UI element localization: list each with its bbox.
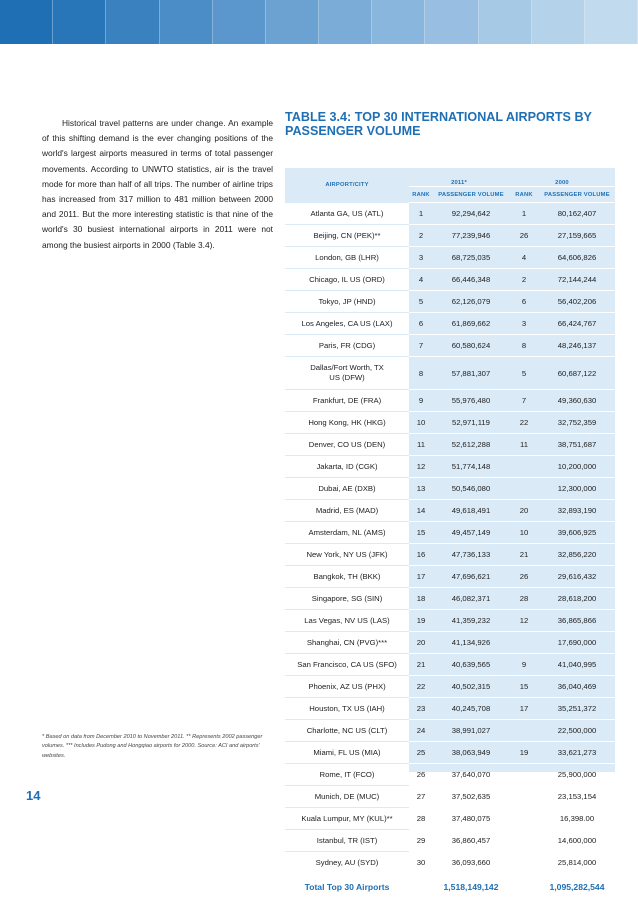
table-row <box>285 588 615 610</box>
cell-volume-2011: 49,457,149 <box>433 522 509 544</box>
table-row <box>285 830 615 852</box>
cell-volume-2011: 41,359,232 <box>433 610 509 632</box>
table-row <box>285 698 615 720</box>
cell-rank-2011: 30 <box>409 852 433 874</box>
cell-rank-2000 <box>509 456 539 478</box>
cell-airport: Munich, DE (MUC) <box>285 786 409 808</box>
cell-airport: Tokyo, JP (HND) <box>285 291 409 313</box>
cell-rank-2000: 7 <box>509 390 539 412</box>
cell-rank-2011: 18 <box>409 588 433 610</box>
cell-rank-2000 <box>509 808 539 830</box>
table-row <box>285 852 615 874</box>
banner-segment <box>213 0 266 44</box>
cell-rank-2011: 6 <box>409 313 433 335</box>
cell-rank-2011: 21 <box>409 654 433 676</box>
table-row <box>285 269 615 291</box>
cell-airport: Hong Kong, HK (HKG) <box>285 412 409 434</box>
cell-volume-2000: 80,162,407 <box>539 203 615 225</box>
cell-volume-2000: 27,159,665 <box>539 225 615 247</box>
cell-volume-2011: 41,134,926 <box>433 632 509 654</box>
cell-airport: Las Vegas, NV US (LAS) <box>285 610 409 632</box>
table-row <box>285 225 615 247</box>
cell-volume-2000: 49,360,630 <box>539 390 615 412</box>
cell-airport: Dubai, AE (DXB) <box>285 478 409 500</box>
cell-volume-2011: 36,860,457 <box>433 830 509 852</box>
cell-rank-2011: 17 <box>409 566 433 588</box>
cell-airport: London, GB (LHR) <box>285 247 409 269</box>
cell-rank-2011: 11 <box>409 434 433 456</box>
cell-volume-2011: 47,736,133 <box>433 544 509 566</box>
cell-rank-2000: 26 <box>509 566 539 588</box>
cell-rank-2011: 2 <box>409 225 433 247</box>
cell-volume-2000: 38,751,687 <box>539 434 615 456</box>
table-body <box>285 203 615 874</box>
cell-rank-2000: 12 <box>509 610 539 632</box>
table-row <box>285 654 615 676</box>
cell-rank-2000: 6 <box>509 291 539 313</box>
cell-volume-2000: 16,398.00 <box>539 808 615 830</box>
total-row <box>285 874 615 899</box>
table-row <box>285 500 615 522</box>
total-volume-2011: 1,518,149,142 <box>433 874 509 899</box>
table-row <box>285 610 615 632</box>
table-row <box>285 764 615 786</box>
table-row <box>285 456 615 478</box>
banner-segment <box>372 0 425 44</box>
cell-airport: Charlotte, NC US (CLT) <box>285 720 409 742</box>
cell-volume-2011: 37,502,635 <box>433 786 509 808</box>
cell-volume-2011: 47,696,621 <box>433 566 509 588</box>
cell-volume-2000: 17,690,000 <box>539 632 615 654</box>
cell-rank-2011: 24 <box>409 720 433 742</box>
cell-volume-2011: 38,991,027 <box>433 720 509 742</box>
cell-volume-2011: 66,446,348 <box>433 269 509 291</box>
cell-rank-2000 <box>509 720 539 742</box>
table-row <box>285 720 615 742</box>
banner-segment <box>319 0 372 44</box>
cell-rank-2011: 14 <box>409 500 433 522</box>
cell-volume-2011: 61,869,662 <box>433 313 509 335</box>
cell-volume-2000: 33,621,273 <box>539 742 615 764</box>
cell-volume-2000: 23,153,154 <box>539 786 615 808</box>
cell-rank-2000: 1 <box>509 203 539 225</box>
cell-rank-2000: 4 <box>509 247 539 269</box>
table-row <box>285 357 615 390</box>
table-row <box>285 632 615 654</box>
cell-airport: Jakarta, ID (CGK) <box>285 456 409 478</box>
cell-volume-2011: 46,082,371 <box>433 588 509 610</box>
total-label: Total Top 30 Airports <box>285 874 409 899</box>
table-row <box>285 291 615 313</box>
table-row <box>285 544 615 566</box>
cell-volume-2011: 77,239,946 <box>433 225 509 247</box>
banner-segment <box>160 0 213 44</box>
cell-volume-2000: 48,246,137 <box>539 335 615 357</box>
cell-airport: Miami, FL US (MIA) <box>285 742 409 764</box>
cell-volume-2000: 12,300,000 <box>539 478 615 500</box>
cell-rank-2011: 1 <box>409 203 433 225</box>
cell-volume-2000: 28,618,200 <box>539 588 615 610</box>
table-row <box>285 390 615 412</box>
cell-volume-2000: 66,424,767 <box>539 313 615 335</box>
cell-volume-2011: 62,126,079 <box>433 291 509 313</box>
cell-rank-2000 <box>509 830 539 852</box>
cell-airport: Madrid, ES (MAD) <box>285 500 409 522</box>
table-row <box>285 478 615 500</box>
col-header-2011: 2011* <box>409 168 509 187</box>
cell-rank-2000: 11 <box>509 434 539 456</box>
cell-airport: New York, NY US (JFK) <box>285 544 409 566</box>
cell-rank-2011: 15 <box>409 522 433 544</box>
table-row <box>285 676 615 698</box>
banner-segment <box>53 0 106 44</box>
cell-rank-2011: 8 <box>409 357 433 390</box>
cell-volume-2000: 72,144,244 <box>539 269 615 291</box>
cell-rank-2011: 5 <box>409 291 433 313</box>
cell-rank-2000: 19 <box>509 742 539 764</box>
cell-volume-2000: 60,687,122 <box>539 357 615 390</box>
cell-rank-2000: 26 <box>509 225 539 247</box>
cell-volume-2011: 57,881,307 <box>433 357 509 390</box>
cell-volume-2000: 36,040,469 <box>539 676 615 698</box>
cell-volume-2000: 56,402,206 <box>539 291 615 313</box>
table-row <box>285 522 615 544</box>
body-paragraph <box>42 116 273 253</box>
footnote: * Based on data from December 2010 to November 2011. ** Represents 2002 passenger volumes. *** Includes Pudong and Hongqiao airports for 2000. Source: ACI and airports' websites. <box>42 733 277 761</box>
col-header-volume-2000: PASSENGER VOLUME <box>539 187 615 203</box>
cell-airport: San Francisco, CA US (SFO) <box>285 654 409 676</box>
cell-volume-2000: 22,500,000 <box>539 720 615 742</box>
col-header-airport: AIRPORT/CITY <box>285 168 409 203</box>
cell-airport: Kuala Lumpur, MY (KUL)** <box>285 808 409 830</box>
cell-airport: Frankfurt, DE (FRA) <box>285 390 409 412</box>
cell-rank-2011: 28 <box>409 808 433 830</box>
table-row <box>285 412 615 434</box>
col-header-rank-2000: RANK <box>509 187 539 203</box>
cell-volume-2011: 37,640,070 <box>433 764 509 786</box>
cell-volume-2011: 92,294,642 <box>433 203 509 225</box>
cell-airport: Houston, TX US (IAH) <box>285 698 409 720</box>
banner-segment <box>266 0 319 44</box>
cell-rank-2011: 4 <box>409 269 433 291</box>
table-row <box>285 434 615 456</box>
cell-volume-2011: 55,976,480 <box>433 390 509 412</box>
cell-rank-2011: 19 <box>409 610 433 632</box>
col-header-rank-2011: RANK <box>409 187 433 203</box>
cell-volume-2011: 49,618,491 <box>433 500 509 522</box>
cell-volume-2000: 25,814,000 <box>539 852 615 874</box>
cell-volume-2011: 36,093,660 <box>433 852 509 874</box>
cell-volume-2011: 38,063,949 <box>433 742 509 764</box>
cell-volume-2000: 36,865,866 <box>539 610 615 632</box>
cell-rank-2011: 16 <box>409 544 433 566</box>
cell-rank-2000 <box>509 632 539 654</box>
cell-rank-2011: 13 <box>409 478 433 500</box>
cell-rank-2000: 22 <box>509 412 539 434</box>
table-row <box>285 786 615 808</box>
cell-rank-2000: 5 <box>509 357 539 390</box>
cell-volume-2000: 41,040,995 <box>539 654 615 676</box>
banner-segment <box>479 0 532 44</box>
cell-volume-2000: 64,606,826 <box>539 247 615 269</box>
cell-volume-2000: 10,200,000 <box>539 456 615 478</box>
cell-rank-2000 <box>509 786 539 808</box>
cell-airport: Chicago, IL US (ORD) <box>285 269 409 291</box>
cell-airport: Singapore, SG (SIN) <box>285 588 409 610</box>
cell-volume-2011: 68,725,035 <box>433 247 509 269</box>
total-rank-2011 <box>409 874 433 899</box>
cell-airport: Shanghai, CN (PVG)*** <box>285 632 409 654</box>
cell-airport: Amsterdam, NL (AMS) <box>285 522 409 544</box>
cell-volume-2011: 50,546,080 <box>433 478 509 500</box>
cell-rank-2000: 3 <box>509 313 539 335</box>
cell-airport: Dallas/Fort Worth, TX US (DFW) <box>285 357 409 390</box>
cell-volume-2011: 37,480,075 <box>433 808 509 830</box>
airports-table <box>285 168 615 899</box>
cell-airport: Los Angeles, CA US (LAX) <box>285 313 409 335</box>
table-row <box>285 742 615 764</box>
cell-volume-2000: 32,856,220 <box>539 544 615 566</box>
table-header-row <box>285 168 615 187</box>
cell-airport: Atlanta GA, US (ATL) <box>285 203 409 225</box>
cell-airport: Istanbul, TR (IST) <box>285 830 409 852</box>
cell-volume-2000: 32,752,359 <box>539 412 615 434</box>
banner-segment <box>425 0 478 44</box>
cell-rank-2011: 29 <box>409 830 433 852</box>
cell-rank-2000: 15 <box>509 676 539 698</box>
cell-airport: Phoenix, AZ US (PHX) <box>285 676 409 698</box>
cell-rank-2011: 23 <box>409 698 433 720</box>
cell-rank-2011: 22 <box>409 676 433 698</box>
cell-volume-2011: 60,580,624 <box>433 335 509 357</box>
cell-rank-2000: 20 <box>509 500 539 522</box>
cell-rank-2000: 9 <box>509 654 539 676</box>
cell-volume-2000: 29,616,432 <box>539 566 615 588</box>
cell-volume-2011: 52,612,288 <box>433 434 509 456</box>
cell-airport: Rome, IT (FCO) <box>285 764 409 786</box>
cell-rank-2011: 9 <box>409 390 433 412</box>
table-row <box>285 566 615 588</box>
cell-volume-2011: 40,502,315 <box>433 676 509 698</box>
cell-volume-2000: 25,900,000 <box>539 764 615 786</box>
cell-rank-2000: 17 <box>509 698 539 720</box>
table-row <box>285 247 615 269</box>
col-header-volume-2011: PASSENGER VOLUME <box>433 187 509 203</box>
cell-airport: Sydney, AU (SYD) <box>285 852 409 874</box>
cell-volume-2011: 52,971,119 <box>433 412 509 434</box>
cell-rank-2011: 12 <box>409 456 433 478</box>
cell-volume-2000: 35,251,372 <box>539 698 615 720</box>
cell-volume-2011: 40,245,708 <box>433 698 509 720</box>
cell-rank-2011: 7 <box>409 335 433 357</box>
total-rank-2000 <box>509 874 539 899</box>
table-row <box>285 203 615 225</box>
cell-rank-2011: 27 <box>409 786 433 808</box>
table-row <box>285 335 615 357</box>
cell-rank-2011: 25 <box>409 742 433 764</box>
cell-rank-2000 <box>509 852 539 874</box>
cell-rank-2000: 21 <box>509 544 539 566</box>
cell-rank-2011: 10 <box>409 412 433 434</box>
header-banner <box>0 0 638 44</box>
cell-airport: Denver, CO US (DEN) <box>285 434 409 456</box>
cell-airport: Paris, FR (CDG) <box>285 335 409 357</box>
table-title: TABLE 3.4: TOP 30 INTERNATIONAL AIRPORTS BY PASSENGER VOLUME <box>285 111 615 138</box>
cell-rank-2000: 28 <box>509 588 539 610</box>
cell-rank-2000 <box>509 764 539 786</box>
cell-rank-2011: 26 <box>409 764 433 786</box>
banner-segment <box>532 0 585 44</box>
cell-volume-2000: 32,893,190 <box>539 500 615 522</box>
cell-volume-2000: 39,606,925 <box>539 522 615 544</box>
cell-volume-2011: 40,639,565 <box>433 654 509 676</box>
cell-rank-2000: 10 <box>509 522 539 544</box>
banner-segment <box>585 0 638 44</box>
total-volume-2000: 1,095,282,544 <box>539 874 615 899</box>
table-row <box>285 808 615 830</box>
page-number: 14 <box>26 788 40 803</box>
cell-volume-2000: 14,600,000 <box>539 830 615 852</box>
cell-volume-2011: 51,774,148 <box>433 456 509 478</box>
body-paragraph-text: Historical travel patterns are under change. An example of this shifting demand is the ever changing positions of the world's largest airports measured in terms of total passenger movements. According to UNWTO statistics, air is the travel mode for more than half of all trips. The number of airline trips has increased from 317 million to 481 million between 2000 and 2011. But the more interesting statistic is that nine of the world's 30 busiest international airports in 2011 were not among the busiest airports in 2000 (Table 3.4). <box>42 118 273 250</box>
cell-rank-2000: 2 <box>509 269 539 291</box>
cell-rank-2011: 3 <box>409 247 433 269</box>
cell-rank-2000: 8 <box>509 335 539 357</box>
cell-rank-2000 <box>509 478 539 500</box>
cell-rank-2011: 20 <box>409 632 433 654</box>
col-header-2000: 2000 <box>509 168 615 187</box>
cell-airport: Beijing, CN (PEK)** <box>285 225 409 247</box>
cell-airport: Bangkok, TH (BKK) <box>285 566 409 588</box>
banner-segment <box>106 0 159 44</box>
banner-segment <box>0 0 53 44</box>
table-row <box>285 313 615 335</box>
